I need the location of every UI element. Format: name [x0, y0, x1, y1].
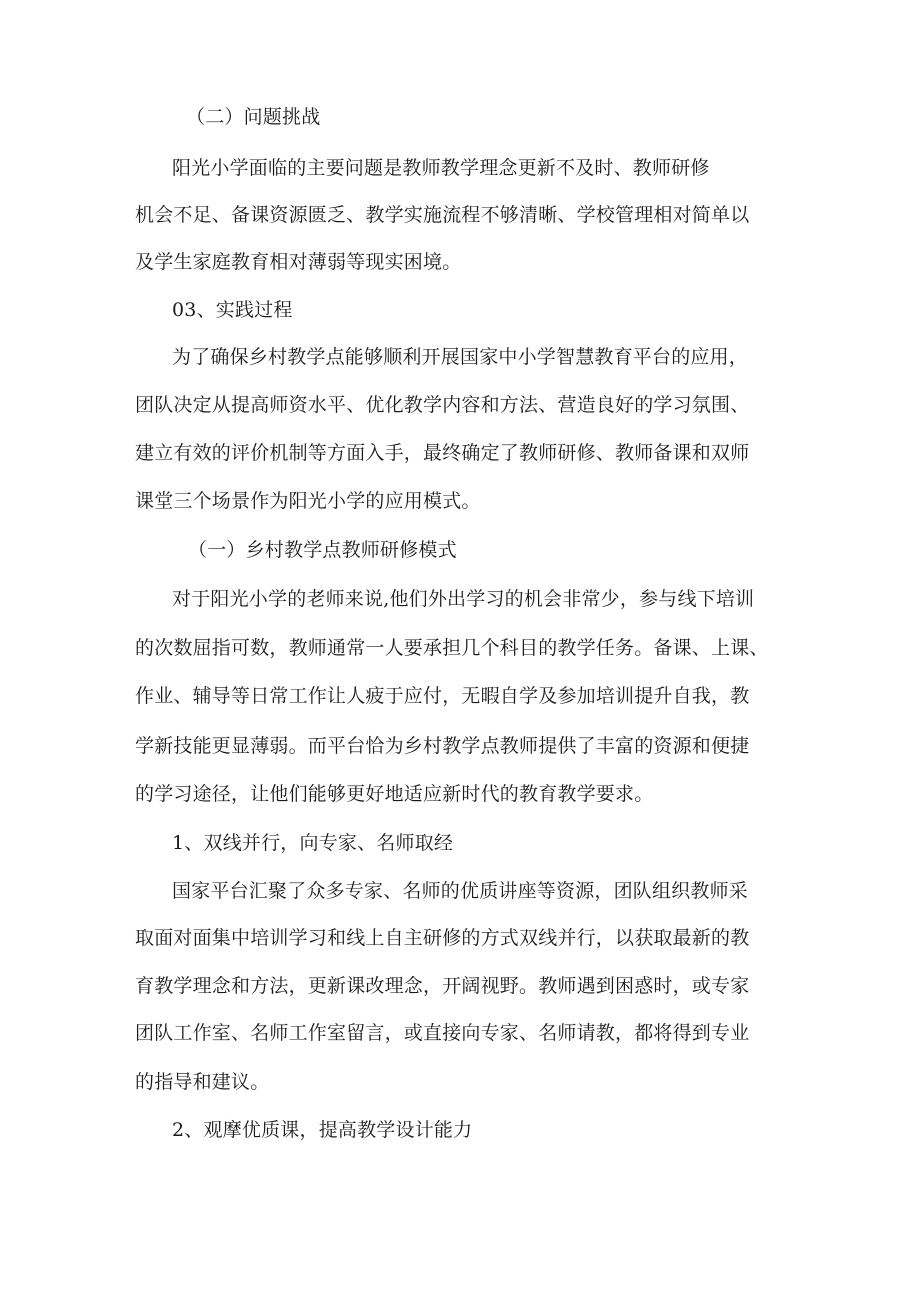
- paragraph-line: 育教学理念和方法，更新课改理念，开阔视野。教师遇到困惑时，或专家: [135, 975, 750, 997]
- paragraph-line: 国家平台汇聚了众多专家、名师的优质讲座等资源，团队组织教师采: [172, 880, 749, 902]
- section-heading-practice-process: 03、实践过程: [172, 299, 293, 321]
- paragraph-line: 的指导和建议。: [135, 1071, 270, 1093]
- section-heading-problem-challenge: （二）问题挑战: [186, 106, 321, 128]
- paragraph-line: 取面对面集中培训学习和线上自主研修的方式双线并行，以获取最新的教: [135, 927, 750, 949]
- paragraph-line: 机会不足、备课资源匮乏、教学实施流程不够清晰、学校管理相对简单以: [135, 204, 750, 226]
- paragraph-line: 的学习途径，让他们能够更好地适应新时代的教育教学要求。: [135, 783, 654, 805]
- subheading-dual-track: 1、双线并行，向专家、名师取经: [172, 832, 454, 854]
- subheading-observe-quality-lessons: 2、观摩优质课，提高教学设计能力: [172, 1119, 473, 1141]
- paragraph-line: 阳光小学面临的主要问题是教师教学理念更新不及时、教师研修: [172, 157, 710, 179]
- paragraph-line: 学新技能更显薄弱。而平台恰为乡村教学点教师提供了丰富的资源和便捷: [135, 735, 750, 757]
- paragraph-line: 为了确保乡村教学点能够顺利开展国家中小学智慧教育平台的应用，: [172, 346, 749, 368]
- section-heading-teacher-training-mode: （一）乡村教学点教师研修模式: [188, 539, 457, 561]
- paragraph-line: 课堂三个场景作为阳光小学的应用模式。: [135, 490, 481, 512]
- paragraph-line: 团队决定从提高师资水平、优化教学内容和方法、营造良好的学习氛围、: [135, 394, 750, 416]
- paragraph-line: 作业、辅导等日常工作让人疲于应付，无暇自学及参加培训提升自我，教: [135, 685, 750, 707]
- paragraph-line: 团队工作室、名师工作室留言，或直接向专家、名师请教，都将得到专业: [135, 1022, 750, 1044]
- paragraph-line: 的次数屈指可数，教师通常一人要承担几个科目的教学任务。备课、上课、: [135, 637, 769, 659]
- paragraph-line: 建立有效的评价机制等方面入手，最终确定了教师研修、教师备课和双师: [135, 442, 750, 464]
- paragraph-line: 及学生家庭教育相对薄弱等现实困境。: [135, 251, 462, 273]
- paragraph-line: 对于阳光小学的老师来说,他们外出学习的机会非常少，参与线下培训: [172, 588, 755, 610]
